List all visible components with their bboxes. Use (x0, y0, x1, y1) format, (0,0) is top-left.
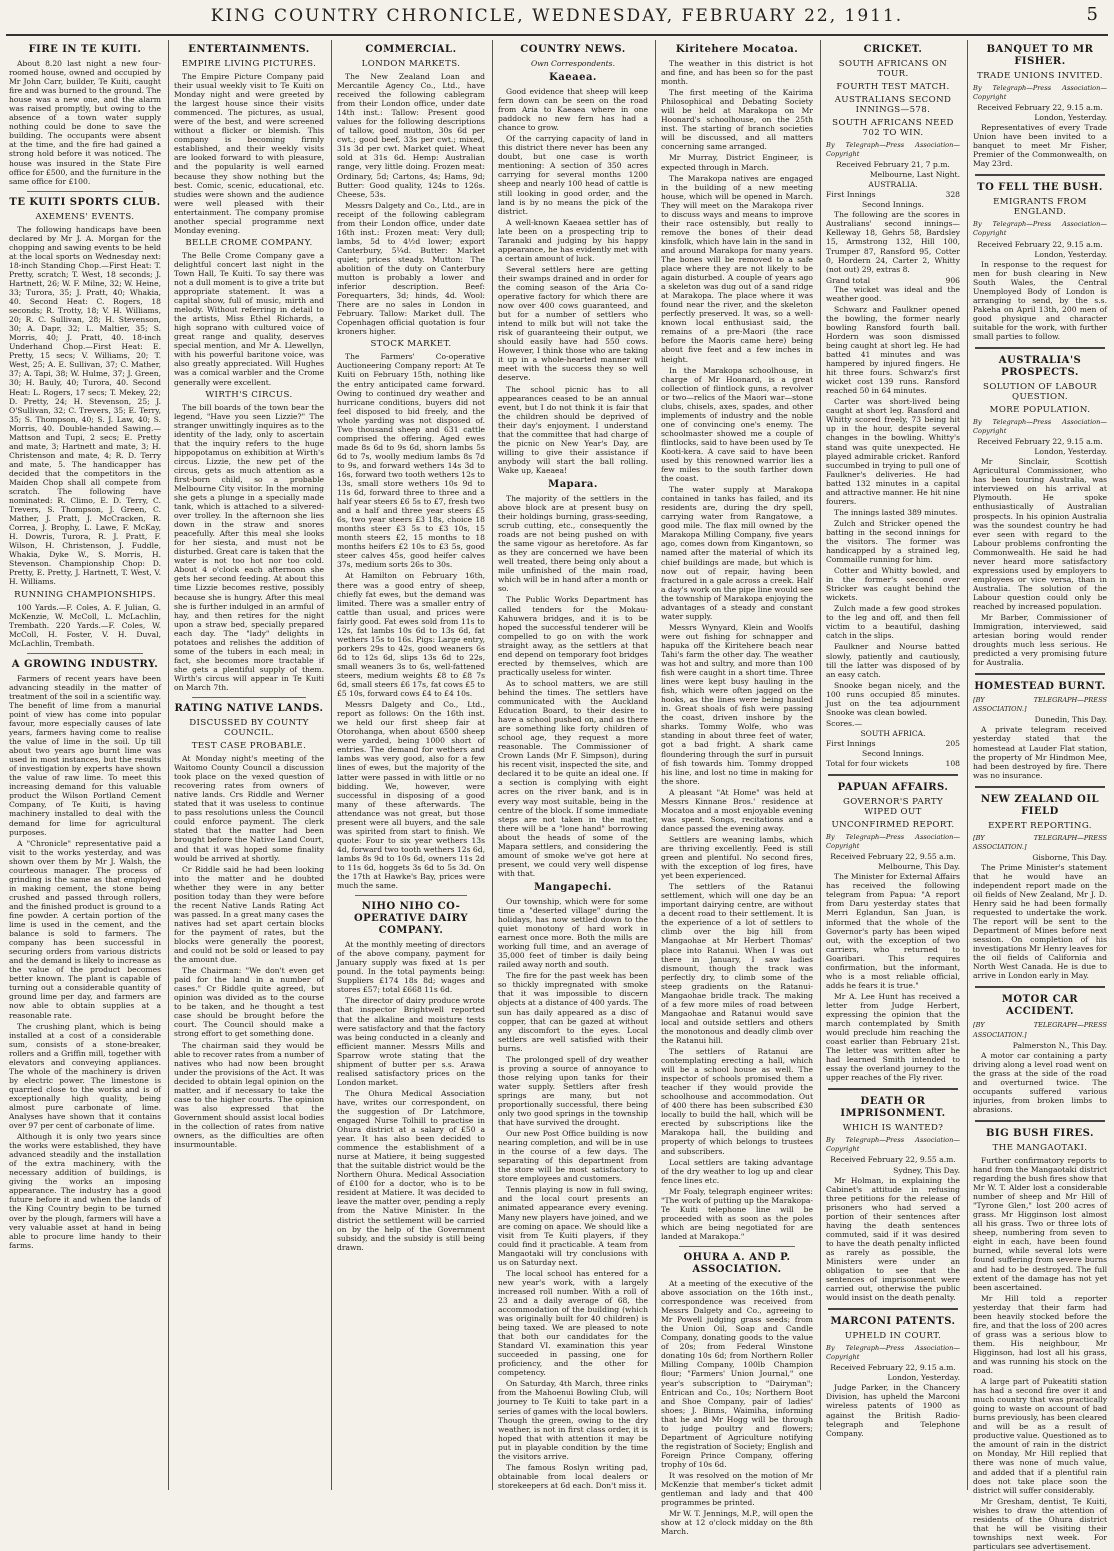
article-text: Cr Riddle said he had been looking into the matter and he doubted whether they were in any better position today than they were before the recent Native Lands Rating Act was passed. In a great many cases the natives had set apart certain blocks for the payment of rates, but the blocks were generally the poorest, and could not be sold or leased to pay the amount due. (174, 864, 324, 965)
article-text: The Minister for External Affairs has received the following telegram from Papua: "A report from Daru yesterday states that Merri Eglandun, San Juan, is informed that the whole of the Governor's party has been wiped out, with the exception of two carriers, who returned to Goaribari. This requires confirmation, but the informant, who is a most reliable official, adds he fears it is true." (826, 872, 960, 990)
subheading: Own Correspondents. (531, 59, 615, 68)
article-text: Faulkner and Nourse batted slowly, patiently and cautiously, till the latter was disposed of by an easy catch. (826, 642, 960, 679)
article-text: In the Marakopa schoolhouse, in charge of Mr Hoonard, is a great collection of flintlock guns, a revolver or two—relics of the Maori war—stone clubs, chisels, axes, spades, and other implements of industry and the noble one of convincing one's enemy. The schoolmaster showed me a couple of flintlocks, said to have been used by Te Kooti-kera. A cave said to have been used by this renowned warrior lies a few miles to the south farther down the coast. (661, 365, 813, 484)
subheading: STOCK MARKET. (370, 339, 452, 350)
article-text: Snooke began nicely, and the 100 runs occupied 85 minutes. Just on the tea adjournment Snooke was clean bowled. (826, 680, 960, 717)
headline-homestead: HOMESTEAD BURNT. (974, 681, 1106, 693)
article-text: The following handicaps have been declared by Mr J. A. Morgan for the chopping and sawing events to be held at the local sports on Wednesday next: 18-inch Standing Chop.—First Heat: T. Pretty, scratch; T. West, 18 seconds; J. Hartnett, 26; W. F. Milne, 32; W. Heine, 33; Turora, 35; J. Pratt, 40; Whakia, 40. Second Heat: C. Rogers, 18 seconds; R. Trotty, 18; V. H. Williams, 20; R. C. Sullivan, 28; H. Stevenson, 30; A. Dapr, 32; L. Maltier, 35; S. Morris, 40; J. Pratt, 40. 18-inch Underhand Chop.—First Heat: E. Pretty, 15 secs; V. Williams, 20; T. West, 25; A. E. Sullivan, 37; C. Mather, 37; A. Tapi, 38; W. Hulme, 37; J. Green, 30; H. Bauly, 40; Turora, 40. Second Heat: L. Rogers, 17 secs; T. Mekey, 22; D. Pretty, 24; H. Stevenson, 25; J. O'Sullivan, 32; C. Trevers, 35; E. Terry, 35; S. Thompson, 40; S. J. Law, 40; S. Morris, 40. Double-handed Sawing.—Mattson and Tupi, 2 secs; E. Pretty and mate, 3; Hartnett and mate, 3; H. Christenson and mate, 4; R. D. Terry and mate, 5. The handicapper has decided that the competitors in the Maiden Chop shall all compete from scratch. The following have nominated: R. Climo, E. D. Terry, C. Trevers, S. Thompson, J. Green, C. Mather, J. Pratt, J. McCracken, R. Correa, J. Brophy, L. Lawe, F. McKay, H. Dowris, Turora, R. J. Pratt, F. Wilson, H. Christenson, J. Fuddle, Whakia, Dyke W., S. Morris, H. Stevenson. Championship Chop: D. Pretty, E. Pretty, J. Hartnett, T. West, V. H. Williams. (9, 224, 161, 587)
article-text: At the monthly meeting of directors of the above company, payment for January supply was fixed at 1s per pound. In the total payments being: Suppliers £174 18s 8d; wages and stores £57; total £668 11s 6d. (337, 940, 485, 995)
subheading: BELLE CROME COMPANY. (185, 237, 313, 248)
article-text: The New Zealand Loan and Mercantile Agency Co., Ltd., have received the following cablegram from their London office, under date 14th inst.: Tallow: Present good values for the following descriptions of tallow, good mutton, 30s 6d per cwt.; good beef, 33s per cwt.; mixed, 31s 3d per cwt. Market quiet. Wheat sold at 31s 6d. Hemp: Australian range, very little doing. Frozen meat: Ordinary, 5d; Cartons, 4s; Hams, 9d; Butter: Good quality, 124s to 126s. Cheese, 53s. (337, 72, 485, 199)
dateline: Received February 22, 9.15 a.m. (977, 239, 1103, 249)
column-1 (4, 40, 166, 1490)
headline-banquet: BANQUET TO MR FISHER. (986, 44, 1094, 67)
article-text: The Prime Minister's statement that he would have an independent report made on the oil fields of New Zealand, Mr J. D. Henry said he had been formally requested to undertake the work. The report will be sent to the Department of Mines before next session. On completion of his investigations Mr Henry leaves for the oil fields of California and North West Canada. He is due to arrive in London early in May. (973, 862, 1107, 981)
article-text: The Chairman: "We don't even get paid for the land in a number of cases." Cr Riddle quite agreed, but opinion was divided as to the course to be taken, and he thought a test case should be brought before the court. The Council should make a strong effort to get something done. (174, 966, 324, 1039)
article-text: The settlers of Ratanui are contemplating erecting a hall, which will be a school house as well. The inspector of schools promised them a teacher if they would provide the schoolhouse and accommodation. Out of 400 there has been subscribed £30 locally to build the hall, which will be erected by subscriptions like the Marakopa hall, the building and property of which belongs to trustees and subscribers. (661, 1047, 813, 1156)
headline-motor: MOTOR CAR ACCIDENT. (1001, 994, 1079, 1018)
article-text: Mr W. T. Jennings, M.P., will open the show at 12 o'clock midday on the 8th March. (661, 1509, 813, 1537)
headline-rating: RATING NATIVE LANDS. (174, 703, 324, 715)
dateline: Received February 22, 9.15 a.m. (977, 437, 1103, 447)
article-text: Zulch made a few good strokes to the leg and off, and then fell victim to a beautiful, dashing catch in the slips. (826, 604, 960, 641)
article-text: The fire for the past week has been so thickly impregnated with smoke that it was impossible to discern objects at a distance of 400 yards. The sun has daily appeared as a disc of copper, that can be gazed at without any discomfort to the eyes. Local settlers are well satisfied with their burns. (498, 971, 648, 1053)
score-row (826, 190, 960, 199)
article-text: Mr Hill told a reporter yesterday that their farm had been heavily stocked before the fire, and that the loss of 200 acres of grass was a serious blow to them. His neighbour, Mr Higginson, had lost all his grass, and was running his stock on the road. (973, 1293, 1107, 1376)
article-text: The weather in this district is hot and fine, and has been so for the past month. (661, 59, 813, 87)
article-text: Schwarz and Faulkner opened the bowling, the former nearly bowling Ransford fourth ball. Hordern was soon dismissed being caught at short leg. He had batted 41 minutes and was hampered by injured fingers. He hit three fours. Schwarz's first wicket cost 139 runs. Ransford reached 50 in 64 minutes. (826, 304, 960, 396)
dateline: London, Yesterday. (1034, 113, 1107, 123)
byline: By Telegraph—Press Association—Copyright (973, 220, 1107, 238)
article-text: Carter was short-lived being caught at short leg. Ransford and Whitty scored freely, 73 being hit up in the hour, despite several changes in the bowling. Whitty's stand was quite unexpected. He played admirable cricket. Ranford succumbed in trying to pull one of Faulkner's deliveries. He had batted 132 minutes in a capital and attractive manner. He hit nine fourers. (826, 397, 960, 506)
subheading: EMIGRANTS FROM ENGLAND. (993, 197, 1087, 218)
subheading: SOUTH AFRICANS ON TOUR. (838, 59, 948, 79)
byline: By Telegraph—Press Association—Copyright (826, 1136, 960, 1154)
byline: By Telegraph—Press Association—Copyright (973, 84, 1107, 102)
byline: [BY TELEGRAPH—PRESS ASSOCIATION.] (973, 1021, 1107, 1039)
score-label: Second Innings. (862, 200, 924, 210)
article-text: Mr A. Lee Hunt has received a letter from Judge Herbert, expressing the opinion that the march contemplated by Smith would preclude him reaching the coast earlier than February 21st. The letter was written after he had learned Smith intended to essay the overland journey to the upper reaches of the Fly river. (826, 991, 960, 1083)
subheading: UPHELD IN COURT. (844, 1331, 942, 1342)
divider (975, 174, 1105, 176)
subheading: AUSTRALIANS SECOND INNINGS—578. (834, 95, 952, 115)
article-text: A motor car containing a party driving along a level road went on the grass at the side of the road and overturned twice. The occupants suffered various injuries, from broken limbs to abrasions. (973, 1050, 1107, 1114)
article-text: Farmers of recent years have been advancing steadily in the matter of treatment of the soil in a scientific way. The benefit of lime from a manurial point of view has come into popular favour, more especially causes of late years, farmers having come to realise the value of lime in the soil. Up till about two years ago burnt lime was used in most instances, but the results of investigation by experts have shown the value of raw lime. To meet this increasing demand for this valuable product the Wilson Portland Cement Company, of Te Kuiti, is having machinery installed to deal with the demand for lime for agricultural purposes. (9, 673, 161, 837)
article-text: Representatives of every Trade Union have been invited to a banquet to meet Mr Fisher, Premier of the Commonwealth, on May 23rd. (973, 123, 1107, 169)
column-5 (656, 40, 818, 1537)
score-value: 108 (945, 759, 960, 769)
score-label: Scores.— (826, 718, 863, 728)
article-text: The bill boards of the town bear the legend, "Have you seen Lizzie?" The stranger unwittingly inquires as to the identity of the lady, only to ascertain that the inquiry refers to the huge hippopotamus on exhibition at Wirth's circus. Lizzie, the new pet of the circus, gets as much attention as a first-born child, so a probable Melbourne City visitor. In the morning she gets a plunge in a specially made tank, which is attached to a silvered-over trolley. In the afternoon she lies down in the straw and snores peacefully. After this meal she looks for her siesta, and must not be disturbed. Great care is taken that the water is not too hot nor too cold. About 4 o'clock each afternoon she gets her second feeding. At about this time Lizzie becomes restive, possibly because she is hungry. After this meal she is further indulged in an armful of hay, and then retires for the night upon a straw bed, specially prepared each day. The "lady" delights in potatoes and relishes the addition of some of the tubers in each meal; in fact, she becomes more tractable if she gets a plentiful supply of them. Wirth's circus will appear in Te Kuiti on March 7th. (174, 402, 324, 692)
page-number: 5 (1086, 4, 1098, 25)
dateline: Received February 21, 7 p.m. (836, 160, 950, 170)
headline-cricket: CRICKET. (863, 44, 923, 55)
masthead (0, 0, 1114, 36)
headline-country-news: COUNTRY NEWS. (520, 44, 626, 55)
headline-bush: TO FELL THE BUSH. (977, 182, 1103, 194)
article-text: Mr Foaly, telegraph engineer writes: "The work of putting up the Marakopa-Te Kuiti telephone line will be proceeded with as soon as the poles which are being negotiated for are landed at Marakopa." (661, 1186, 813, 1241)
article-text: At a meeting of the executive of the above association on the 16th inst., correspondence was received from Messrs Dalgety and Co., agreeing to Mr Powell judging grass seeds; from the Union Oil, Soap and Candle Company, donating goods to the value of 20s; from Federal Winstone donating 10s 6d; from Northern Roller Milling Company, 100lb Champion flour; "Farmers' Union Journal," one year's subscription to "Dairyman"; Entrican and Co., 10s; Northern Boot and Shoe Company, pair of ladies' shoes; J. Binns, Waimiha, informing that he and Mr Hogg will be through to judge poultry and flowers; Department of Agriculture notifying the registration of Society; English and Foreign Prince Company, offering trophy of 10s 6d. (661, 1279, 813, 1469)
dateline: Dunedin, This Day. (1034, 715, 1107, 725)
headline-mangapechi: Mangapechi. (534, 881, 612, 893)
article-text: As to school matters, we are still behind the times. The settlers have communicated with the Auckland Education Board, to their desire to have a school pushed on, and as there are something like forty children of school age, they request a more reasonable. The Commissioner of Crown Lands (Mr F. Simpson), during his recent visit, inspected the site, and declared it to be quite an ideal one. If a section is complying with eight acres on the river bank, and is in every way most suitable, being in the centre of the block. If some immediate steps are not taken in the matter, there will be a "lone hand" borrowing about the heads of some of the Mapara settlers, and considering the amount of smoke we've got here at present, we could very well dispense with that. (498, 678, 648, 878)
headline-mapara: Mapara. (548, 478, 598, 490)
article-text: The Empire Picture Company paid their usual weekly visit to Te Kuiti on Monday night and were greeted by the largest house since their visits commenced. The pictures, as usual, were of the best, and were screened without a flicker or blemish. This company is becoming firmly established, and their weekly visits are looked forward to with pleasure, and the popularity is well earned because they show nothing but the best. Comic, scenic, educational, etc. studies were shown and the audience were well pleased with their entertainment. The company promise another special programme next Monday evening. (174, 72, 324, 235)
article-text: Mr Barber, Commissioner of Immigration, interviewed, said artesian boring would render droughts much less serious. He predicted a very promising future for Australia. (973, 613, 1107, 668)
article-text: The wicket was ideal and the weather good. (826, 284, 960, 303)
article-text: Although it is only two years since the works were established, they have advanced steadily and the installation of the extra machinery, with the necessary addition of buildings, is giving the works an imposing appearance. The industry has a good future before it and when the lands of the King Country begin to be turned over by the plough, farmers will have a very valuable asset at hand in being able to procure lime handy to their farms. (9, 1132, 161, 1250)
team-label: SOUTH AFRICA. (860, 728, 926, 738)
dateline: Palmerston N., This Day. (1012, 1040, 1107, 1050)
article-text: Messrs Dalgety and Co., Ltd., report as follows: On the 16th inst. we held our first sheep fair at Otorohanga, when about 6500 sheep were yarded, being 1000 short of entries. The demand for wethers and lambs was very good, also for a few lines of ewes, but the majority of the latter were passed in with little or no bidding. We, however, were successful in disposing of a good many of these afterwards. The attendance was not great, but those present were all buyers, and the sale was spirited from start to finish. We quote: Four to six year wethers 13s 4d, forward two tooth wethers 12s 6d, lambs 8s 9d to 10s 6d, owners 11s 2d to 11s 6d, hoggets 3s 6d to 5s 3d. On the 17th at Hawke's Bay, prices were much the same. (337, 700, 486, 891)
article-text: The water supply at Marakopa contained in tanks has failed, and its residents are, during the dry spell, carrying water from Rangatowe, a good mile. The flax mill owned by the Marakopa Milling Company, five years ago, comes down from Kingantown, so named after the material of which its chief buildings are made, but which is now out of repair, having been fractured in a gale across a creek. Half a day's work on the pipe line would see the township of Marakopa enjoying the advantages of a steady and constant water supply. (661, 485, 813, 621)
article-text: About 8.20 last night a new four-roomed house, owned and occupied by Mr John Carr, builder, Te Kuiti, caught fire and was burned to the ground. The house was a new one, and the alarm was raised promptly, but owing to the absence of a town water supply nothing could be done to save the building. The occupants were absent at the time, and the fire had gained a strong hold before it was noticed. The house was insured in the State Fire office for £500, and the furniture in the same office for £100. (9, 59, 161, 186)
article-text: A "Chronicle" representative paid a visit to the works yesterday, and was shown over them by Mr J. Walsh, the courteous manager. The process of grinding is the same as that employed in making cement, the stone being crushed and passed through rollers, and the finished product is ground to a fine powder. A certain portion of the lime is used in the cement, and the balance is sold to farmers. The company has been successful in securing orders from various districts and the demand is likely to increase as the value of the product becomes better known. The plant is capable of turning out a considerable quantity of ground lime per day, and farmers are now able to obtain supplies at a reasonable rate. (9, 838, 161, 1020)
dateline: Received February 22, 9.55 a.m. (830, 1155, 956, 1165)
headline-ohura: OHURA A. AND P. ASSOCIATION. (683, 1252, 791, 1275)
divider (828, 1308, 958, 1310)
article-text: The chairman said they would be able to recover rates from a number of natives who had now been brought under the provisions of the Act. It was decided to obtain legal opinion on the matter, and if necessary to take the case to the higher courts. The opinion was also expressed that the Government should assist local bodies in the collection of rates from native owners, as the difficulties are often insurmountable. (174, 1040, 324, 1150)
headline-niho-niho: NIHO NIHO CO-OPERATIVE DAIRY COMPANY. (353, 901, 469, 937)
dateline: London, Yesterday. (1034, 447, 1107, 457)
subheading: SOLUTION OF LABOUR QUESTION. (983, 382, 1097, 403)
headline-commercial: COMMERCIAL. (365, 44, 457, 55)
byline: [BY TELEGRAPH—PRESS ASSOCIATION.] (973, 833, 1107, 851)
column-3 (332, 40, 490, 1490)
article-text: At Monday night's meeting of the Waitomo County Council a discussion took place on the vexed question of recovering rates from owners of native lands. Crs Riddle and Werner stated that it was useless to continue to pass resolutions unless the Council could enforce payment. The clerk stated that the matter had been brought before the Native Land Court, and that it was hoped some finality would be arrived at shortly. (174, 754, 324, 863)
subheading: LONDON MARKETS. (361, 59, 461, 69)
newspaper-title: KING COUNTRY CHRONICLE, WEDNESDAY, FEBRUARY 22, 1911. (210, 6, 904, 26)
dateline: Received February 22, 9.15 a.m. (977, 103, 1103, 113)
article-text: The crushing plant, which is being installed at a cost of a considerable sum, consists of a stone-breaker, rollers and a Griffin mill, together with elevators and conveying appliances. The whole of the machinery is driven by electric power. The limestone is quarried close to the works and is of exceptionally high quality, being almost pure carbonate of lime. Analyses have shown that it contains over 97 per cent of carbonate of lime. (9, 1021, 161, 1131)
article-text: The famous Roslyn writing pad, obtainable from local dealers or storekeepers at 6d each. Don't miss it. (498, 1462, 648, 1490)
byline: By Telegraph—Press Association—Copyright (826, 1344, 960, 1362)
article-text: Cotter and Whitty bowled, and in the former's second over Stricker was caught behind the wickets. (826, 566, 960, 603)
article-text: The school picnic has to all appearances ceased to be an annual event, but I do not think it is fair that the children should be deprived of their day's enjoyment. I understand that the committee that had charge of the picnic on New Year's Day, are willing to give their assistance if anybody will start the ball rolling. Wake up, Kaeaea! (498, 384, 648, 475)
column-6 (821, 40, 965, 1490)
article-text: On Saturday, 4th March, three rinks from the Mahoenui Bowling Club, will journey to Te Kuiti to take part in a series of games with the local bowlers. Though the green, owing to the dry weather, is not in first class order, it is hoped that with attention it may be put in playable condition by the time the visitors arrive. (498, 1379, 648, 1461)
article-text: Our township, which were for some time a "deserted village" during the holidays, has now settled down to the quiet monotony of hard work in earnest once more. Both the mills are working full time, and an average of 35,000 feet of timber is daily being railed away north and south. (498, 896, 648, 970)
dateline: Melbourne, This Day. (878, 862, 960, 872)
score-label: Second Innings. (862, 749, 924, 758)
divider (975, 673, 1105, 675)
article-text: A large part of Pukeatiti station has had a second fire over it and much country that was practically going to waste on account of bad burns previously, has been cleared and will be as a result of productive value. Questioned as to the amount of rain in the district on Monday, Mr Hill replied that there was none of much value, and added that if a plentiful rain does not take place soon the district will suffer considerably. (973, 1377, 1107, 1495)
headline-bush-fires: BIG BUSH FIRES. (985, 1127, 1095, 1139)
score-row (826, 276, 960, 285)
score-row (826, 739, 960, 748)
article-text: A pleasant "At Home" was held at Messrs Kinnane Bros.' residence at Mocatoa and a most enjoyable evening was spent. Songs, recitations and a dance passed the evening away. (661, 787, 813, 833)
dateline: Melbourne, Last Night. (869, 170, 960, 180)
article-text: The Public Works Department has called tenders for the Mokau-Kahuwera bridges, and it is to be hoped the successful tenderer will be compelled to go on with the work straight away, as the settlers at that end depend on temporary foot bridges erected by themselves, which are practically useless for winter. (498, 595, 648, 677)
article-text: Of the carrying capacity of land in this district there never has been any doubt, but one case is worth mentioning: A section of 350 acres carrying for several months 1200 sheep and nearly 100 head of cattle is still looking in good order, and the land is by no means the pick of the district. (498, 134, 648, 216)
headline-prospects: AUSTRALIA'S PROSPECTS. (998, 355, 1082, 379)
score-row (826, 759, 960, 768)
article-text: Zulch and Stricker opened the batting in the second innings for the visitors. The former was handicapped by a strained leg, Commaille running for him. (826, 518, 960, 565)
article-text: The first meeting of the Kairima Philosophical and Debating Society will be held at Marakopa on Mr Hoonard's schoolhouse, on the 25th inst. The starting of branch societies will be discussed, and all matters concerning same arranged. (661, 88, 813, 152)
divider (975, 986, 1105, 988)
score-label: Grand total (826, 275, 871, 285)
team-label: AUSTRALIA. (868, 180, 918, 190)
divider (27, 653, 143, 654)
dateline: Gisborne, This Day. (1032, 852, 1107, 862)
column-7 (968, 40, 1112, 1551)
subheading: EMPIRE LIVING PICTURES. (181, 59, 317, 69)
dateline: Sydney, This Day. (893, 1165, 960, 1175)
article-text: The majority of the settlers in the above block are at present busy on their holdings burning, grass-seeding, scrub cutting, etc., consequently the roads are not being pushed on with the same vigour as heretofore. As far as they are concerned we have been well treated, there being only about a mile unfinished of the main road, which will be in hand after a month or so. (498, 493, 648, 594)
article-text: The Farmers' Co-operative Auctioneering Company report: At Te Kuiti on February 15th, nothing like the entry anticipated came forward. Owing to continued dry weather and hurricane conditions, buyers did not feel disposed to bid freely, and the whole yarding was not disposed of. Two thousand sheep and 631 cattle comprised the offering. Aged ewes made 8s 6d to 9s 6d, shorn lambs 5s 6d to 7s, woolly medium lambs 8s 7d to 9s, and forward wethers 14s 3d to 16s, forward two tooth wethers 12s to 13s, small store wethers 10s 9d to 11s 6d, forward three to three and a half year steers £6 5s to £7, fresh two and a half and three year steers £5 6s, two year steers £3 18s, choice 18 months steer £3 5s to £3 10s, 15 month steers £2, 15 months to 18 months heifers £2 10s to £3 5s, good steer calves 45s, good heifer calves 37s, medium sorts 26s to 30s. (337, 352, 485, 570)
subheading: WIRTH'S CIRCUS. (205, 389, 293, 400)
masthead-rule (6, 34, 1108, 36)
subheading: MORE POPULATION. (989, 405, 1091, 416)
headline-papuan: PAPUAN AFFAIRS. (837, 782, 949, 794)
article-text: A well-known Kaeaea settler has of late been on a prospecting trip to Taranaki and judging by his happy appearance, he has evidently met with a certain amount of luck. (498, 217, 648, 263)
article-text: The innings lasted 389 minutes. (834, 507, 958, 517)
subheading: TRADE UNIONS INVITED. (977, 71, 1103, 81)
article-text: Mr Gresham, dentist, Te Kuiti, wishes to draw the attention of residents of the Ohura district that he will be visiting their townships next week. For particulars see advertisement. (973, 1496, 1107, 1551)
article-text: Good evidence that sheep will keep fern down can be seen on the road from Aria to Kaeaea where in one paddock no new fern has had a chance to grow. (498, 87, 648, 133)
article-text: Mr Sinclair, Scottish Agricultural Commissioner, who has been touring Australia, was interviewed on his arrival at Plymouth. He spoke enthusiastically of Australian prospects. In his opinion Australia was the soundest country he had ever seen with regard to the Labour problems confronting the Commonwealth. He said he had never heard more satisfactory expressions used by employers to employees or vice versa, than in Australia. The solution of the Labour question could only be reached by increased population. (973, 457, 1107, 611)
article-text: The Belle Crome Company gave a delightful concert last night in the Town Hall, Te Kuiti. To say there was not a dull moment is to give a trite but appropriate statement. It was a capital show, full of music, mirth and melody. Without referring in detail to the artists, Miss Ethel Richards, a high soprano with cultured voice of great range and quality, deserves special mention, and Mr A. Llewellyn, with his powerful baritone voice, was also greatly appreciated. Will Hughes was a comical warbler and the Crome generally were excellent. (174, 250, 324, 387)
column-4 (493, 40, 653, 1490)
headline-fire: FIRE IN TE KUITI. (28, 44, 142, 55)
subheading: DISCUSSED BY COUNTY COUNCIL. (189, 718, 309, 739)
score-value: 328 (945, 190, 960, 200)
subheading: UNCONFIRMED REPORT. (831, 820, 955, 831)
article-text: At Hamilton on February 16th, there was a good entry of sheep, chiefly fat ewes, but the demand was limited. There was a smaller entry of cattle than usual, and prices were fairly good. Fat ewes sold from 11s to 12s, fat lambs 10s 6d to 13s 6d, fat wethers 15s to 16s. Pigs: Large entry, porkers 29s to 42s, good weaners 6s 6d to 12s 6d, slips 13s 6d to 22s, small weaners 3s to 6s, well-fattened steers, medium weights £8 to £8 7s 6d, small steers £6 17s, fat cows £5 to £5 10s, forward cows £4 to £4 10s. (337, 571, 485, 699)
score-label: First Innings (826, 738, 876, 748)
divider (679, 1246, 795, 1247)
divider (355, 895, 467, 896)
headline-death: DEATH OR IMPRISONMENT. (840, 1096, 946, 1120)
headline-sports: TE KUITI SPORTS CLUB. (9, 196, 161, 208)
headline-oil-field: NEW ZEALAND OIL FIELD (980, 793, 1100, 817)
subheading: TEST CASE PROBABLE. (191, 741, 307, 752)
divider (975, 347, 1105, 349)
article-text: The local school has entered for a new year's work, with a largely increased roll number. With a roll of 23 and a daily average of 68, the accommodation of the building (which was originally built for 40 children) is being taxed. We are pleased to note that both our candidates for the Standard VI. examination this year succeeded in passing, one for proficiency, and the other for competency. (498, 1268, 648, 1378)
headline-marconi: MARCONI PATENTS. (830, 1316, 956, 1328)
subheading: WHICH IS WANTED? (842, 1123, 944, 1134)
divider (828, 1088, 958, 1090)
subheading: FOURTH TEST MATCH. (836, 82, 950, 92)
article-text: Judge Parker, in the Chancery Division, has upheld the Marconi wireless patents of 1900 as against the British Radio-telegraph and Telephone Company. (826, 1383, 960, 1438)
article-text: Messrs Wynyard, Klein and Woolfs were out fishing for schnapper and hapuka off the Kiritehere beach near Tahi's farm the other day. The weather was hot and sultry, and more than 100 fish were caught in a short time. Three lines were kept busy hauling in the fish, which were often jagged on the hooks, as the lines were being hauled in. Great shoals of fish were passing the coast, driven inshore by the sharks. Tommy Wolfe, who was standing in about three feet of water, got a bad fright. A shark came floundering through the surf in pursuit of fish towards him. Tommy dropped his line, and lost no time in making for the shore. (661, 622, 813, 786)
divider (192, 697, 306, 698)
article-text: The prolonged spell of dry weather is proving a source of annoyance to those relying upon tanks for their water supply. Settlers after fresh springs are many, but not proportionally successful, there being only two good springs in the township that have survived the drought. (498, 1054, 648, 1128)
article-text: It was resolved on the motion of Mr McKenzie that member's ticket admit gentleman and lady and that 400 programmes be printed. (661, 1470, 813, 1508)
article-text: Our new Post Office building is now nearing completion, and will be in use in the course of a few days. The separating of this department from the store will be most satisfactory to store employees and customers. (498, 1129, 648, 1184)
article-text: Mr Holman, in explaining the Cabinet's attitude in refusing three petitions for the release of prisoners who had served a portion of their sentences after having the death sentences commuted, said if it was desired to have the death penalty inflicted as rarely as possible, the Ministers were under an obligation to see that the sentences of imprisonment were carried out, otherwise the public would insist on the death penalty. (826, 1175, 960, 1303)
article-text: Further confirmatory reports to hand from the Mangaotaki district regarding the bush fires show that Mr W. T. Alder lost a considerable number of sheep and Mr Hill of "Tyrone Glen," lost 200 acres of grass. Mr Higginson lost almost all his grass. Two or three lots of sheep, numbering from seven to eight in each, have been found burned, while several lots were found suffering from severe burns and had to be destroyed. The full extent of the damage has not yet been ascertained. (973, 1155, 1107, 1292)
headline-kiritehere: Kiritehere Mocatoa. (675, 44, 799, 55)
headline-industry: A GROWING INDUSTRY. (11, 658, 159, 670)
article-text: The settlers of the Ratanui settlement, which will one day be an important dairying centre, are without a decent road to their settlement. It is the experience of a lot of settlers to climb over the big hill from Mangaohae at Mr Herbert Thomas' place into Ratanui. When I was out there in January, I saw ladies dismount, though the track was perfectly dry, to climb some of the steep gradients on the Ratanui-Mangaohae bridle track. The making of a few more miles of road between Mangaohae and Ratanui would save local and outside settlers and others the monotonous and deadly climb over the Ratanui hill. (661, 882, 813, 1045)
headline-kaeaea: Kaeaea. (549, 72, 597, 83)
divider (975, 1120, 1105, 1122)
divider (27, 191, 143, 192)
headline-entertainments: ENTERTAINMENTS. (188, 44, 310, 55)
divider (975, 786, 1105, 788)
article-text: The following are the scores in Australians' second innings—Kelleway 18, Gehrs 58, Bardsley 15, Armstrong 132, Hill 100, Trumper 87, Ransford 95, Cotter 0, Hordern 24, Carter 2, Whitty (not out) 29, extras 8. (826, 210, 960, 274)
byline: [BY TELEGRAPH—PRESS ASSOCIATION.] (973, 696, 1107, 714)
subheading: EXPERT REPORTING. (988, 820, 1092, 831)
article-text: Settlers are weaning lambs, which are thriving excellently. Feed is still green and plentiful. No second fires, with the exception of log fires, have yet been experienced. (661, 834, 813, 881)
dateline: Received February 22, 9.55 a.m. (830, 852, 956, 862)
score-label: Total for four wickets (826, 759, 909, 769)
byline: By Telegraph—Press Association—Copyright (826, 833, 960, 851)
article-text: The director of dairy produce wrote that inspector Brightwell reported that the alkaline and moisture tests were satisfactory and that the factory was being conducted in a cleanly and efficient manner. Messrs Mills and Sparrow wrote stating that the shipment of butter per s.s. Arawa realised satisfactory prices on the London market. (337, 996, 485, 1087)
subheading: THE MANGAOTAKI. (992, 1142, 1088, 1153)
article-text: A private telegram received yesterday stated that the homestead at Lauder Flat station, the property of Mr Hindmon Mee, had been destroyed by fire. There was no insurance. (973, 725, 1107, 780)
article-text: Mr Murray, District Engineer, is expected through in March. (661, 153, 813, 172)
article-text: In response to the request for men for bush clearing in New South Wales, the Central Unemployed Body of London is arranging to send, by the s.s. Pakeha on April 13th, 200 men of good physique and character suitable for the work, with further small parties to follow. (973, 259, 1107, 341)
article-text: The Ohura Medical Association have, writes our correspondent, on the suggestion of Dr Latchmore, engaged Nurse Tolhill to practise in Ohura district at a salary of £50 a year. It has also been decided to commence the establishment of a nurse at Matiere, it being suggested that the suitable district would be the Northern Ohura. Medical Association of £100 for a doctor, who is to be resident at Matiere. It was decided to leave the matter over, pending a reply from the Native Minister. In the district the settlement will be carried on by the help of the Government subsidy, and the subsidy is still being drawn. (337, 1088, 485, 1252)
subheading: GOVERNOR'S PARTY WIPED OUT (842, 797, 944, 818)
article-text: 100 Yards.—F. Coles, A. F. Julian, G. McKenzie, W. McColl, L. McLachlin, Trembath. 220 Yards.—F. Coles, W. McColl, H. Foster, V. H. Duval, McLachlin, Trembath. (9, 602, 161, 648)
article-text: Several settlers here are getting their swamps drained and in order for the coming season of the Aria Co-operative factory for which there are now over 400 cows guaranteed, and but for a number of settlers who intend to milk but will not take the risk of guaranteeing their output, we should easily have had 550 cows. However, I think those who are taking it up in a whole-hearted manner will meet with the success they so well deserve. (498, 264, 648, 383)
score-label: First Innings (826, 190, 876, 200)
divider (828, 774, 958, 776)
article-text: Messrs Dalgety and Co., Ltd., are in receipt of the following cablegram from their London office, under date 16th inst.: Frozen meat: Very dull; lambs, 5d to 4½d lower; export Canterbury, 5¼d. Butter: Market quiet; prices steady. Mutton: The abolition of the duty on Canterbury mutton is probably a lower and inferior description. Beef: Forequarters, 3d; hinds, 4d. Wool: There are no sales in London in February. Tallow: Market dull. The Copenhagen official quotation is four kroners higher. (337, 200, 485, 337)
byline: By Telegraph—Press Association—Copyright (973, 418, 1107, 436)
subheading: SOUTH AFRICANS NEED 702 TO WIN. (832, 118, 954, 138)
dateline: London, Yesterday. (887, 1373, 960, 1383)
article-text: Local settlers are taking advantage of the dry weather to log up and clear fence lines etc. (661, 1157, 813, 1185)
subheading: AXEMENS' EVENTS. (35, 211, 135, 222)
article-text: The Marakopa natives are engaged in the building of a new meeting house, which will be opened in March. They will meet on the Marakopa river to discuss ways and means to improve their race ostensibly, but really to remove the bones of their dead kinsfolk, which have lain in the sand in and around Marakopa for many years. The bones will be removed to a safe place where they are not likely to be again disturbed. A couple of years ago a skeleton was dug out of a sand ridge at Marakopa. The place where it was found near the river, and the skeleton perfectly preserved. It was, so a well-known local enthusiast said, the remains of a pre-Maori (the race before the Maoris came here) being about five feet and a few inches in height. (661, 173, 813, 364)
subheading: RUNNING CHAMPIONSHIPS. (14, 589, 156, 600)
dateline: London, Yesterday. (1034, 249, 1107, 259)
score-value: 906 (945, 275, 960, 285)
article-text: Tennis playing is now in full swing, and the local court presents an animated appearance every evening. Many new players have joined, and we are coming on apace. We should like a visit from Te Kuiti players, if they could find it practicable. A team from Mangaotaki will try conclusions with us on Saturday next. (498, 1185, 648, 1267)
column-2 (169, 40, 329, 1490)
score-value: 205 (945, 738, 960, 748)
byline: By Telegraph—Press Association—Copyright (826, 141, 960, 159)
dateline: Received February 22, 9.15 a.m. (830, 1363, 956, 1373)
